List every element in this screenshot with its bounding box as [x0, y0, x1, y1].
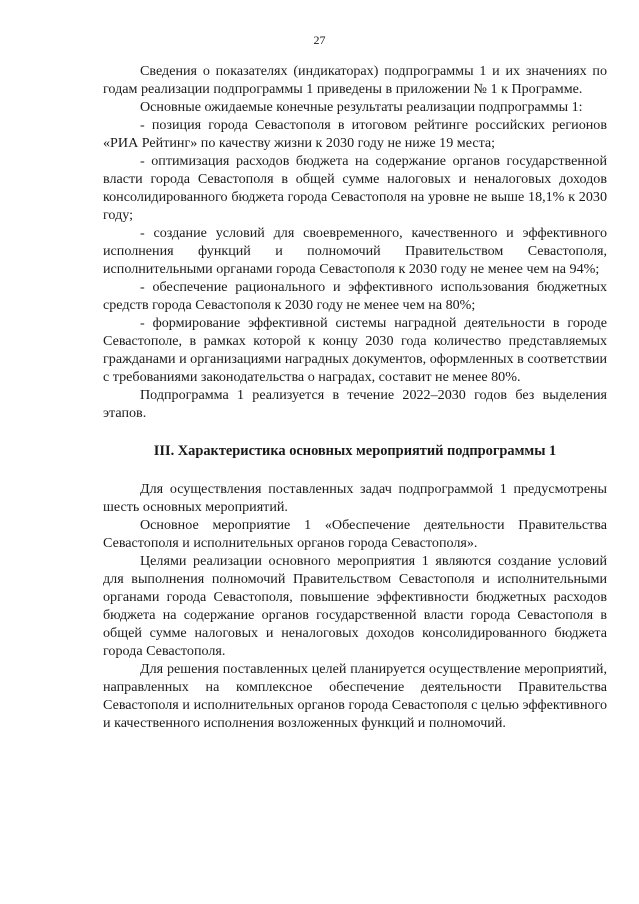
document-body [103, 62, 607, 732]
section-heading: III. Характеристика основных мероприятий подпрограммы 1 [153, 443, 557, 459]
results-title: Основные ожидаемые конечные результаты реализации подпрограммы 1: [140, 99, 583, 115]
section-paragraph: Основное мероприятие 1 «Обеспечение деятельности Правительства Севастополя и исполнительных органов города Севастополя». [103, 517, 607, 551]
indicators-paragraph: Сведения о показателях (индикаторах) подпрограммы 1 и их значениях по годам реализации подпрограммы 1 приведены в приложении № 1 к Программе. [103, 63, 607, 97]
result-item: - формирование эффективной системы наградной деятельности в городе Севастополе, в рамках которой к концу 2030 года количество представляемых гражданами и организациями наградных документов, оформленных в соответствии с требованиями законодательства о наградах, составит не менее 80%. [103, 315, 607, 385]
result-item: - создание условий для своевременного, качественного и эффективного исполнения функций и полномочий Правительством Севастополя, исполнительными органами города Севастополя к 2030 году не менее чем на 94%; [103, 225, 607, 277]
result-item: - оптимизация расходов бюджета на содержание органов государственной власти города Севастополя в общей сумме налоговых и неналоговых доходов консолидированного бюджета города Севастополя на уровне не выше 18,1% к 2030 году; [103, 153, 607, 223]
result-item: - обеспечение рационального и эффективного использования бюджетных средств города Севастополя к 2030 году не менее чем на 80%; [103, 279, 607, 313]
section-paragraph: Целями реализации основного мероприятия 1 являются создание условий для выполнения полномочий Правительством Севастополя и исполнительными органами города Севастополя, повышение эффективности бюджетных расходов бюджета на содержание органов государственной власти города Севастополя в общей сумме налоговых и неналоговых доходов консолидированного бюджета города Севастополя. [103, 553, 607, 659]
period-paragraph: Подпрограмма 1 реализуется в течение 2022–2030 годов без выделения этапов. [103, 387, 607, 421]
result-item: - позиция города Севастополя в итоговом рейтинге российских регионов «РИА Рейтинг» по качеству жизни к 2030 году не ниже 19 места; [103, 117, 607, 151]
section-paragraph: Для осуществления поставленных задач подпрограммой 1 предусмотрены шесть основных мероприятий. [103, 481, 607, 515]
page-number: 27 [313, 33, 326, 47]
section-paragraph: Для решения поставленных целей планируется осуществление мероприятий, направленных на комплексное обеспечение деятельности Правительства Севастополя и исполнительных органов города Севастополя с целью эффективного и качественного исполнения возложенных функций и полномочий. [103, 661, 607, 731]
